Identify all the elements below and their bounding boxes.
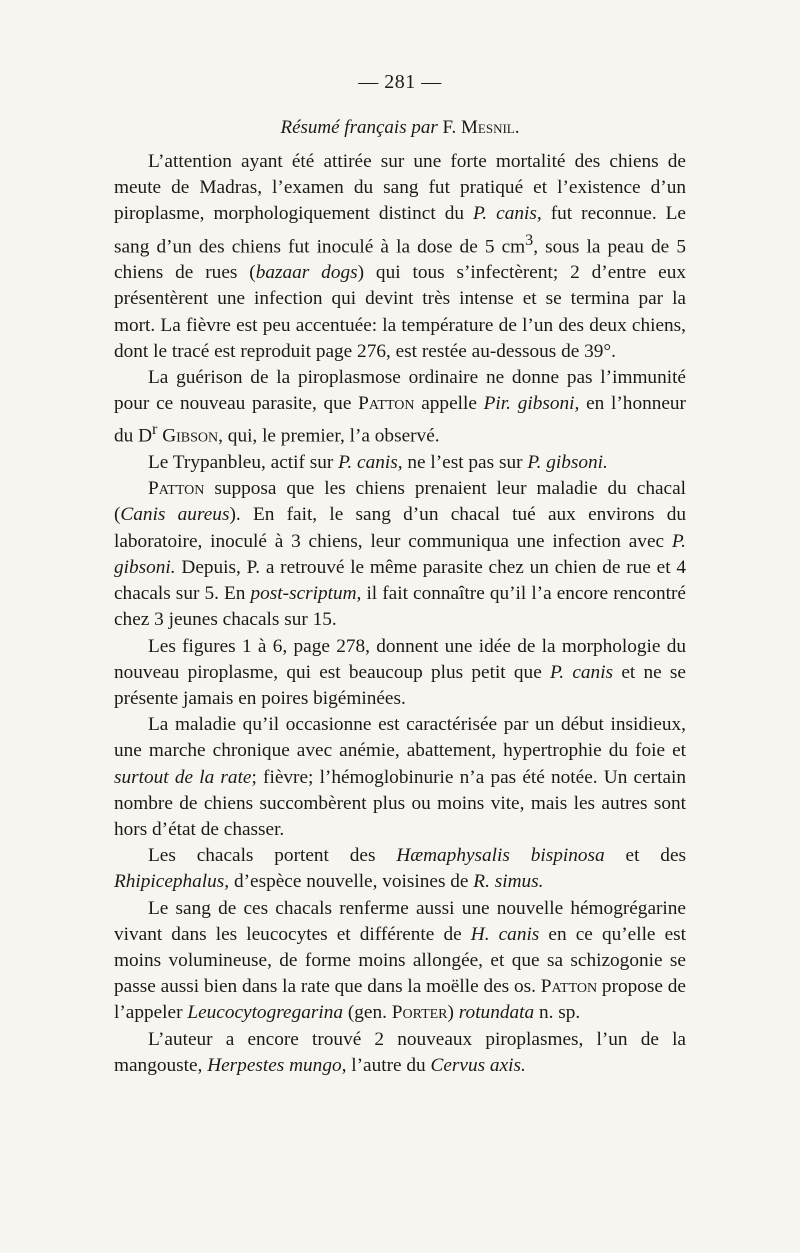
paragraph-4: Patton supposa que les chiens prenaient leur maladie du chacal (Canis aureus). En fait, le sang d’un chacal tué aux environs du laboratoire, inoculé à 3 chiens, leur communiqua une infection avec P. gibsoni. Depuis, P. a retrouvé le même parasite chez un chien de rue et 4 chacals sur 5. En post-scriptum, il fait connaître qu’il l’a encore rencontré chez 3 jeunes chacals sur 15. <box>114 478 686 631</box>
page-number: — 281 — <box>358 71 442 93</box>
paragraph-6: La maladie qu’il occasionne est caractérisée par un début insidieux, une marche chronique avec anémie, abattement, hypertrophie du foie et surtout de la rate; fièvre; l’hémoglobinurie n’a pas été notée. Un certain nombre de chiens succombèrent plus ou moins vite, mais les autres sont hors d’état de chasser. <box>114 714 687 840</box>
paragraph-3: Le Trypanbleu, actif sur P. canis, ne l’est pas sur P. gibsoni. <box>148 452 608 474</box>
heading-author: F. Mesnil. <box>442 117 520 138</box>
paragraph-7: Les chacals portent des Hæmaphysalis bispinosa et des Rhipicephalus, d’espèce nouvelle, voisines de R. simus. <box>114 845 687 893</box>
paragraph-5: Les figures 1 à 6, page 278, donnent une idée de la morphologie du nouveau piroplasme, qui est beaucoup plus petit que P. canis et ne se présente jamais en poires bigéminées. <box>114 635 686 709</box>
section-heading <box>114 115 686 141</box>
paragraph-2: La guérison de la piroplasmose ordinaire ne donne pas l’immunité pour ce nouveau parasite, que Patton appelle Pir. gibsoni, en l’honneur du $D^r$ Gibson, qui, le premier, l’a observé. <box>114 367 686 447</box>
paragraph-1: L’attention ayant été attirée sur une forte mortalité des chiens de meute de Madras, l’examen du sang fut pratiqué et l’existence d’un piroplasme, morphologiquement distinct du P. canis, fut reconnue. Le sang d’un des chiens fut inoculé à la dose de 5 $cm^3$, sous la peau de 5 chiens de rues (bazaar dogs) qui tous s’infectèrent; 2 d’entre eux présentèrent une infection qui devint très intense et se termina par la mort. La fièvre est peu accentuée: la température de l’un des deux chiens, dont le tracé est reproduit page 276, est restée au-dessous de 39°. <box>114 151 686 362</box>
paragraph-8: Le sang de ces chacals renferme aussi une nouvelle hémogrégarine vivant dans les leucocytes et différente de H. canis en ce qu’elle est moins volumineuse, de forme moins allongée, et que sa schizogonie se passe aussi bien dans la rate que dans la moëlle des os. Patton propose de l’appeler Leucocytogregarina (gen. Porter) rotundata n. sp. <box>114 897 687 1024</box>
page-body <box>114 62 686 1079</box>
heading-title: Résumé français par <box>280 117 443 138</box>
paragraph-9: L’auteur a encore trouvé 2 nouveaux piroplasmes, l’un de la mangouste, Herpestes mungo, l’autre du Cervus axis. <box>114 1028 686 1076</box>
